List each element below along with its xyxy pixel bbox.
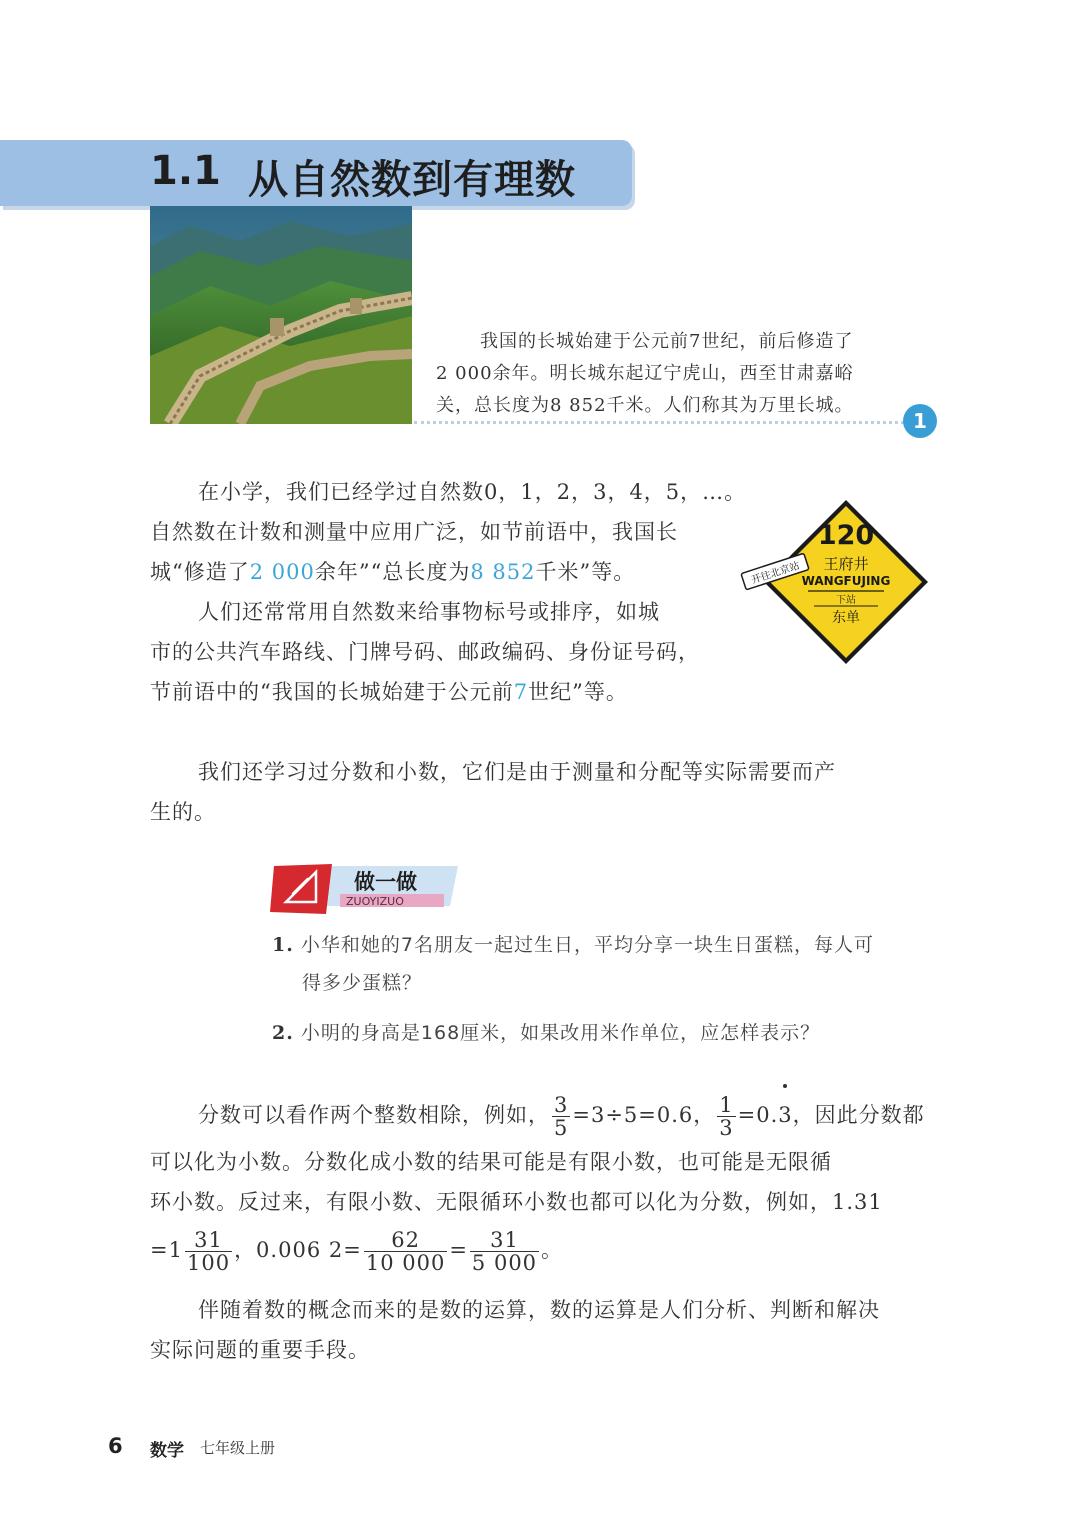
text-span: 。 (541, 1238, 564, 1262)
exercise-item (272, 926, 952, 964)
section-number: 1.1 (150, 148, 221, 194)
denominator: 5 000 (471, 1251, 538, 1275)
book-subject: 数学 (150, 1441, 184, 1461)
fraction (185, 1229, 232, 1274)
numerator: 31 (194, 1228, 223, 1252)
bus-stop-pinyin: WANGFUJING (801, 574, 891, 588)
fraction (364, 1229, 447, 1274)
exercise-number: 1. (272, 934, 294, 956)
book-grade: 七年级上册 (200, 1439, 276, 1457)
exercise-text: 得多少蛋糕？ (302, 972, 423, 994)
fraction (552, 1094, 570, 1139)
text-line: 我们还学习过分数和小数，它们是由于测量和分配等实际需要而产 (198, 760, 836, 784)
highlight-number: 7 (513, 680, 529, 704)
bus-stop-sign (738, 492, 938, 668)
text-span: 世纪”等。 (528, 680, 628, 704)
denominator: 5 (554, 1116, 569, 1140)
text-line (150, 1222, 950, 1278)
text-line: 在小学，我们已经学过自然数0，1，2，3，4，5，…。 (198, 480, 747, 504)
numerator: 31 (490, 1228, 519, 1252)
text-span: 节前语中的“我国的长城始建于公元前 (150, 680, 514, 704)
paragraph-fractions-intro (150, 752, 950, 832)
numerator: 1 (719, 1093, 734, 1117)
dotted-divider (414, 421, 904, 424)
paragraph-fraction-decimal (150, 1088, 950, 1278)
text-span: ，0.006 2= (234, 1238, 362, 1262)
repeating-digit: 3 (778, 1088, 792, 1142)
text-span: = (449, 1238, 468, 1262)
caption-line: 我国的长城始建于公元前7世纪，前后修造了 (480, 331, 854, 352)
paragraph-natural-numbers (150, 472, 747, 592)
zuoyizuo-badge (270, 858, 470, 916)
exercise-text: 小华和她的7名朋友一起过生日，平均分享一块生日蛋糕，每人可 (300, 934, 874, 956)
text-line (150, 672, 740, 712)
text-line: 市的公共汽车路线、门牌号码、邮政编码、身份证号码， (150, 640, 700, 664)
zuoyizuo-title: 做一做 (354, 870, 417, 894)
denominator: 10 000 (365, 1251, 446, 1275)
text-line (150, 552, 740, 592)
page-number: 6 (108, 1434, 123, 1458)
great-wall-photo (150, 206, 412, 424)
highlight-number: 2 000 (249, 560, 315, 584)
fraction (470, 1229, 539, 1274)
bus-stop-name: 王府井 (823, 555, 869, 573)
zuoyizuo-pinyin: ZUOYIZUO (346, 895, 404, 908)
text-line: 可以化为小数。分数化成小数的结果可能是有限小数，也可能是无限循 (150, 1150, 832, 1174)
next-stop-name: 东单 (832, 610, 860, 626)
numerator: 62 (391, 1228, 420, 1252)
fraction (717, 1094, 735, 1139)
direction-label: 开往北京站 (750, 560, 802, 587)
caption-line: 关，总长度为8 852千米。人们称其为万里长城。 (436, 395, 854, 416)
paragraph-labeling (150, 592, 740, 712)
text-line: 自然数在计数和测量中应用广泛，如节前语中，我国长 (150, 520, 678, 544)
caption-line: 2 000余年。明长城东起辽宁虎山，西至甘肃嘉峪 (436, 363, 854, 384)
next-stop-label: 下站 (836, 595, 856, 606)
text-span: =3÷5=0.6， (572, 1103, 716, 1127)
exercise-list (272, 926, 952, 1052)
text-span: =1 (150, 1238, 183, 1262)
text-line: 生的。 (150, 800, 216, 824)
section-title: 从自然数到有理数 (248, 157, 576, 203)
text-span: ，因此分数都 (792, 1103, 925, 1127)
numerator: 3 (554, 1093, 569, 1117)
text-line: 人们还常常用自然数来给事物标号或排序，如城 (198, 600, 660, 624)
denominator: 100 (186, 1251, 231, 1275)
section-banner (0, 140, 632, 206)
paragraph-operations (150, 1290, 950, 1370)
text-line: 环小数。反过来，有限小数、无限循环小数也都可以化为分数，例如，1.31 (150, 1190, 883, 1214)
photo-caption (436, 326, 916, 422)
text-span: 余年”“总长度为 (314, 560, 471, 584)
denominator: 3 (719, 1116, 734, 1140)
text-line: 伴随着数的概念而来的是数的运算，数的运算是人们分析、判断和解决 (198, 1298, 880, 1322)
exercise-number: 2. (272, 1022, 294, 1044)
text-line (150, 1088, 950, 1142)
highlight-number: 8 852 (470, 560, 536, 584)
text-span: 城“修造了 (150, 560, 250, 584)
text-span: 分数可以看作两个整数相除，例如， (198, 1103, 550, 1127)
exercise-item (272, 1014, 952, 1052)
bus-route-number: 120 (817, 520, 875, 551)
text-line: 实际问题的重要手段。 (150, 1338, 370, 1362)
text-span: =0. (737, 1103, 779, 1127)
text-span: 千米”等。 (535, 560, 636, 584)
figure-number-badge: 1 (903, 404, 937, 438)
exercise-text: 小明的身高是168厘米，如果改用米作单位，应怎样表示？ (300, 1022, 821, 1044)
